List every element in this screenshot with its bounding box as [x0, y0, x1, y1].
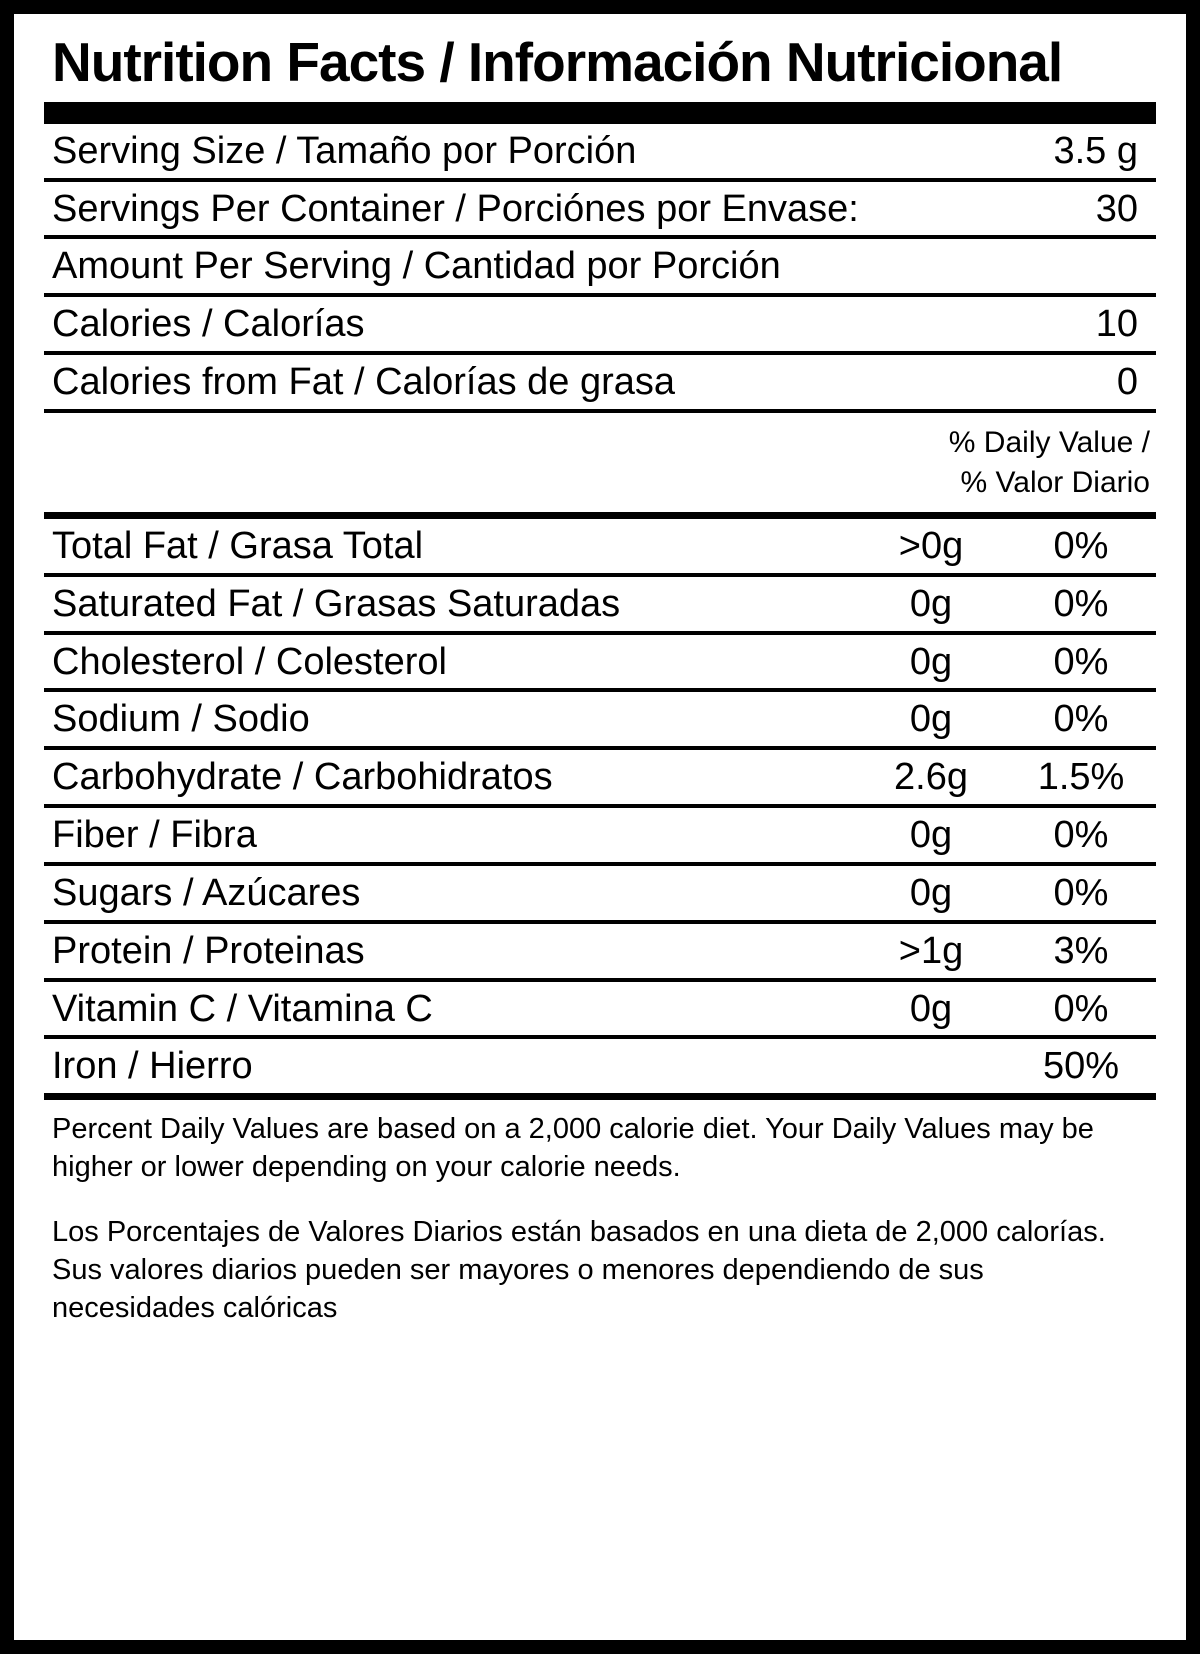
servings-per-container-value: 30 — [1095, 187, 1138, 230]
nutrient-amount: 0g — [909, 582, 953, 625]
servings-per-container-row — [44, 182, 1156, 236]
servings-per-container-label: Servings Per Container / Porciónes por Envase: — [52, 187, 859, 230]
nutrient-label: Vitamin C / Vitamina C — [52, 987, 433, 1030]
nutrient-dv: 0% — [1053, 871, 1109, 914]
calories-from-fat-value: 0 — [1116, 361, 1138, 404]
table-row — [44, 1039, 1156, 1093]
calories-row — [44, 297, 1156, 351]
nutrient-label: Carbohydrate / Carbohidratos — [52, 756, 553, 799]
title-divider — [44, 102, 1156, 124]
daily-value-header-line1: % Daily Value / — [948, 425, 1150, 459]
nutrient-dv: 50% — [1042, 1045, 1120, 1088]
nutrient-label: Cholesterol / Colesterol — [52, 640, 447, 683]
footnote-spanish: Los Porcentajes de Valores Diarios están basados en una dieta de 2,000 calorías. Sus valores diarios pueden ser mayores o menores dependiendo de sus necesidades calóricas — [52, 1215, 1106, 1325]
serving-size-label: Serving Size / Tamaño por Porción — [52, 129, 637, 172]
nutrient-amount: 0g — [909, 640, 953, 683]
nutrient-dv: 0% — [1053, 640, 1109, 683]
table-row — [44, 808, 1156, 862]
nutrient-label: Sodium / Sodio — [52, 698, 310, 741]
footnote-divider — [44, 1093, 1156, 1100]
amount-per-serving-row — [44, 239, 1156, 293]
nutrient-label: Saturated Fat / Grasas Saturadas — [52, 582, 621, 625]
nutrient-label: Fiber / Fibra — [52, 814, 257, 857]
daily-value-header-line2: % Valor Diario — [960, 466, 1150, 500]
table-row — [44, 635, 1156, 689]
calories-from-fat-label: Calories from Fat / Calorías de grasa — [52, 361, 676, 404]
table-row — [44, 577, 1156, 631]
nutrient-dv: 0% — [1053, 582, 1109, 625]
calories-value: 10 — [1095, 303, 1138, 346]
calories-label: Calories / Calorías — [52, 303, 365, 346]
nutrient-dv: 0% — [1053, 524, 1109, 567]
footnote-english: Percent Daily Values are based on a 2,000 calorie diet. Your Daily Values may be higher or lower depending on your calorie needs. — [52, 1113, 1094, 1184]
calories-from-fat-row — [44, 355, 1156, 409]
serving-size-value: 3.5 g — [1053, 129, 1138, 172]
page-title: Nutrition Facts / Información Nutricional — [52, 31, 1063, 93]
nutrient-amount: 0g — [909, 871, 953, 914]
table-row — [44, 866, 1156, 920]
serving-size-row — [44, 124, 1156, 178]
nutrient-label: Sugars / Azúcares — [52, 871, 361, 914]
nutrient-amount: >1g — [898, 929, 964, 972]
nutrient-amount: 0g — [909, 814, 953, 857]
nutrient-label: Protein / Proteinas — [52, 929, 365, 972]
nutrient-amount: >0g — [898, 524, 964, 567]
daily-value-header — [44, 413, 1156, 512]
table-row — [44, 519, 1156, 573]
table-row — [44, 924, 1156, 978]
daily-value-divider — [44, 512, 1156, 519]
nutrient-dv: 0% — [1053, 987, 1109, 1030]
nutrient-dv: 0% — [1053, 698, 1109, 741]
table-row — [44, 750, 1156, 804]
footnotes — [44, 1100, 1156, 1353]
nutrient-label: Total Fat / Grasa Total — [52, 524, 424, 567]
nutrient-label: Iron / Hierro — [52, 1045, 253, 1088]
nutrient-dv: 3% — [1053, 929, 1109, 972]
nutrient-amount: 2.6g — [894, 756, 968, 799]
table-row — [44, 692, 1156, 746]
nutrient-amount: 0g — [909, 698, 953, 741]
amount-per-serving-label: Amount Per Serving / Cantidad por Porción — [52, 245, 781, 288]
table-row — [44, 982, 1156, 1036]
nutrient-dv: 0% — [1053, 814, 1109, 857]
nutrient-rows — [44, 519, 1156, 1100]
nutrient-dv: 1.5% — [1037, 756, 1125, 799]
nutrient-amount: 0g — [909, 987, 953, 1030]
